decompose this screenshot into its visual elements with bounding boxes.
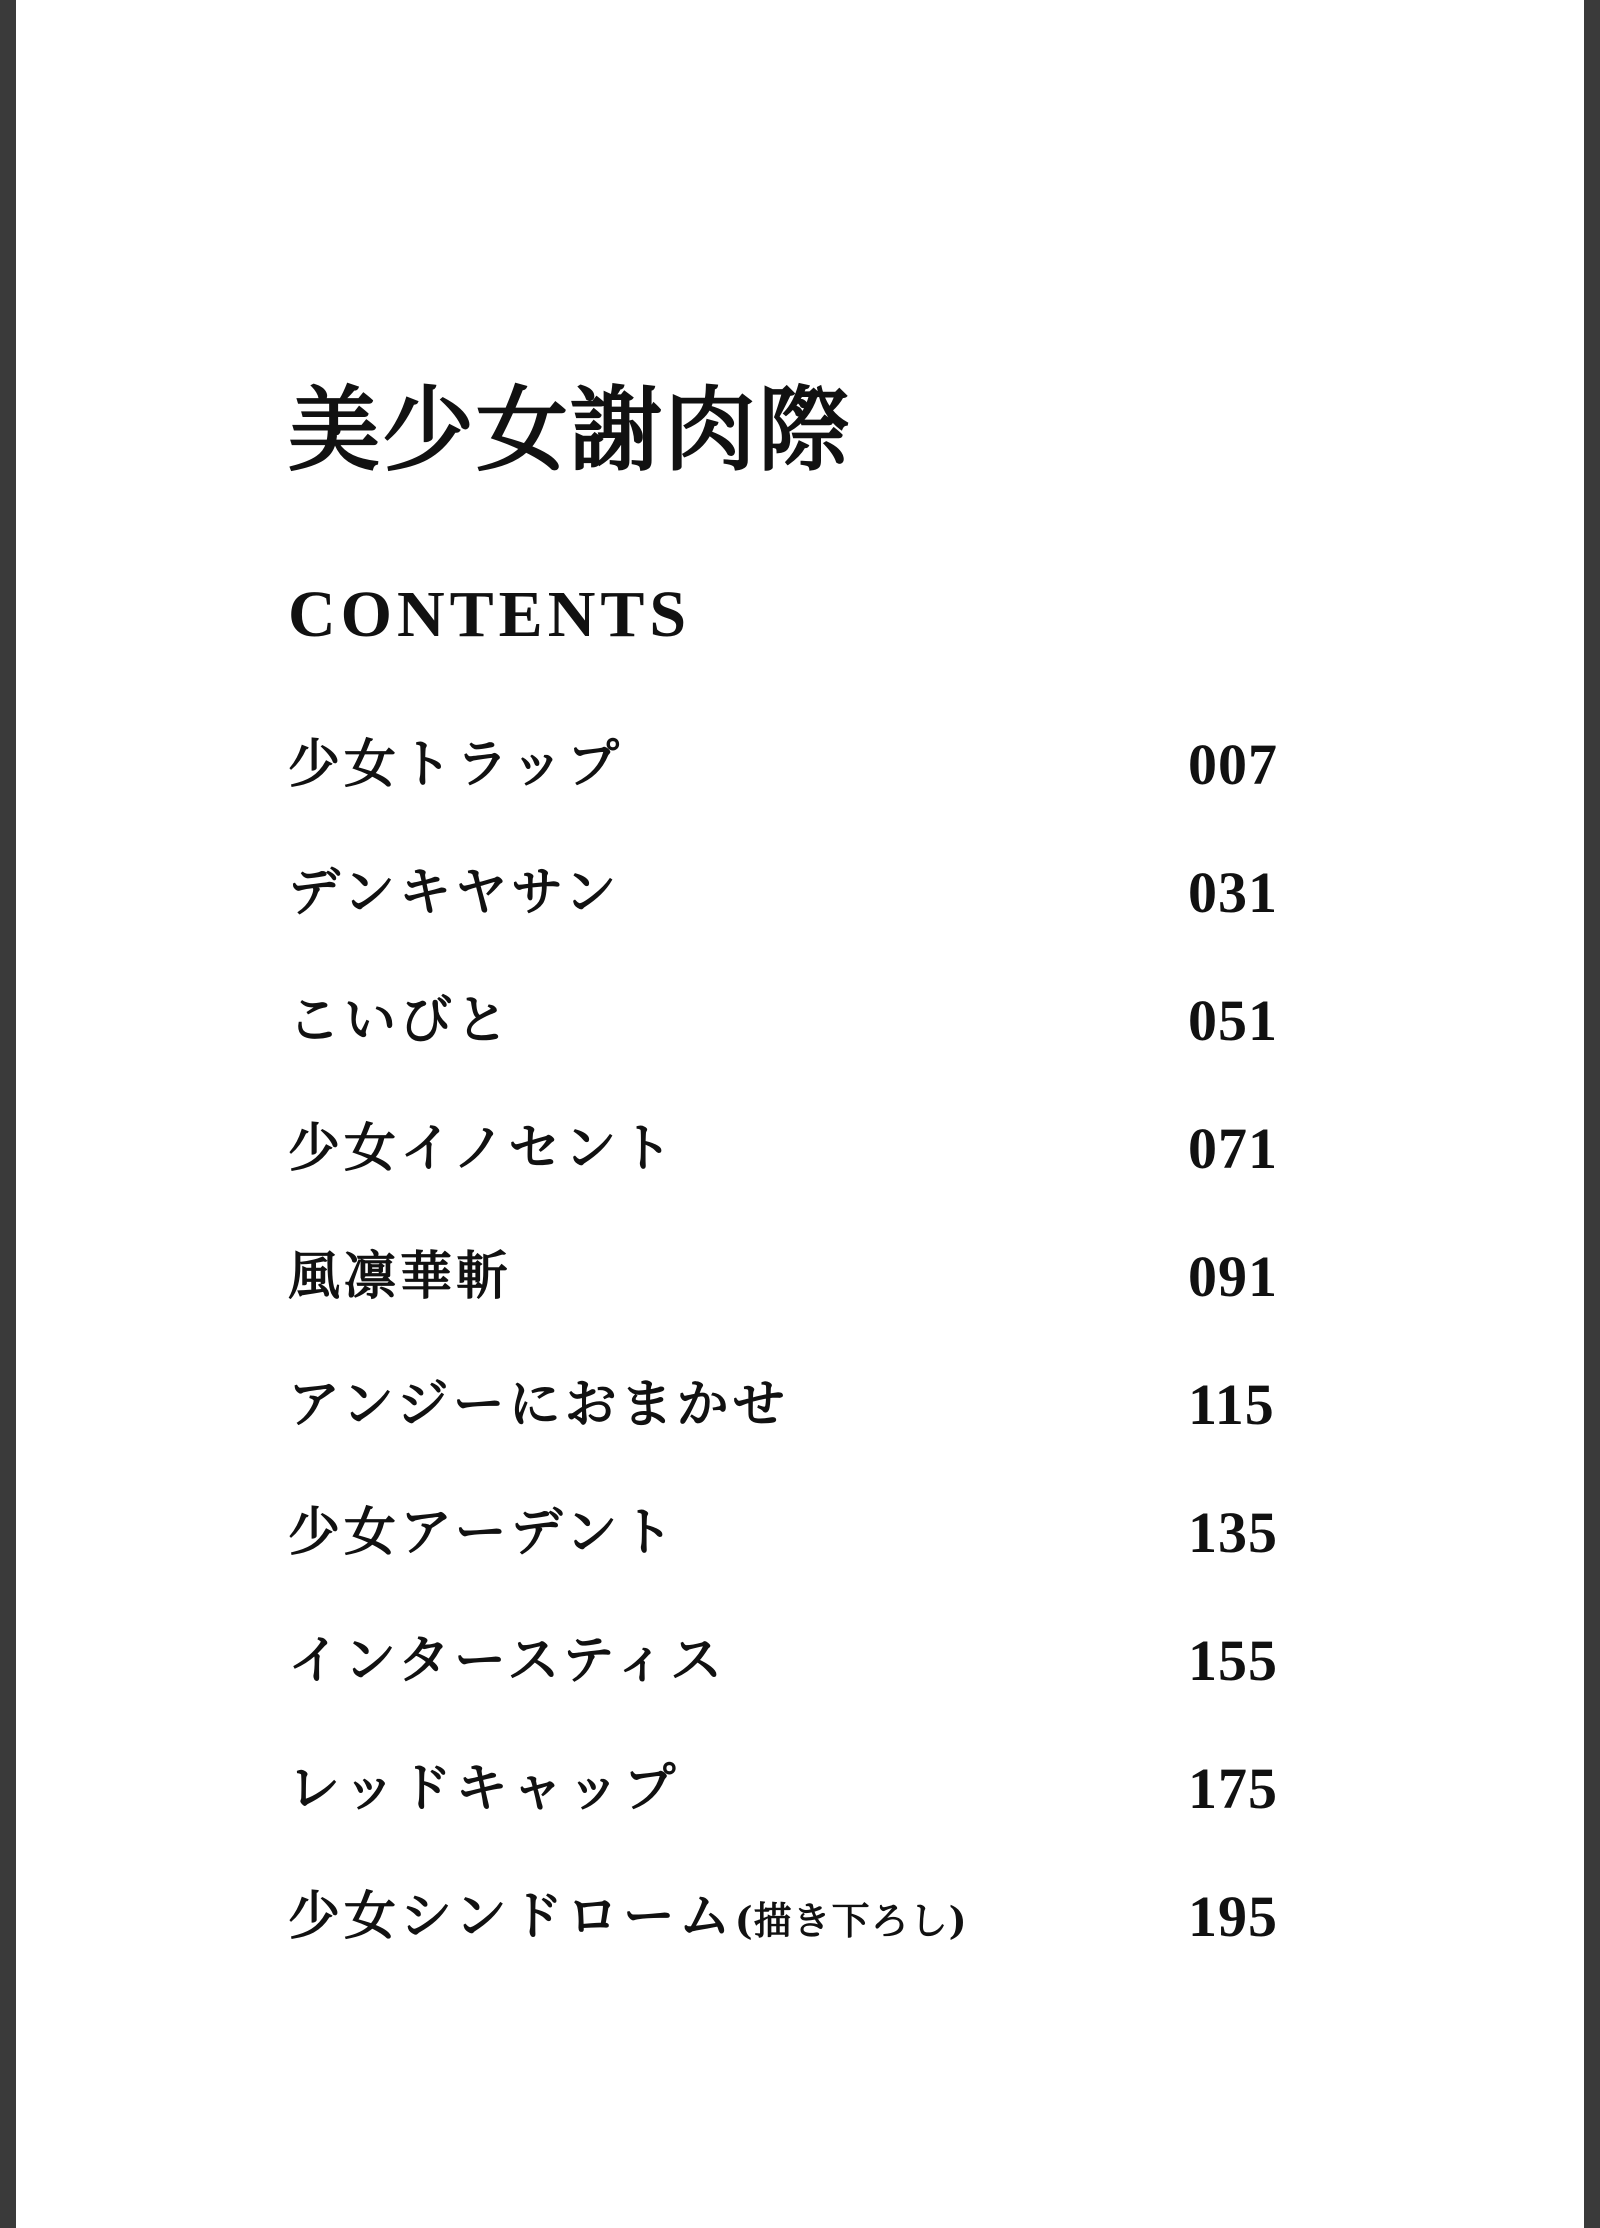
toc-entry-title-text: 少女イノセント [288, 1118, 677, 1179]
toc-row [288, 1365, 1288, 1493]
toc-row [288, 1109, 1288, 1237]
toc-entry-title [288, 853, 620, 933]
toc-entry-title-text: デンキヤサン [288, 862, 621, 923]
toc-entry-title [288, 1877, 968, 1961]
contents-heading: CONTENTS [288, 578, 692, 651]
toc-entry-page: 071 [1188, 1116, 1278, 1181]
toc-row [288, 1493, 1288, 1621]
toc-row [288, 1749, 1288, 1877]
toc-entry-title [288, 1493, 677, 1573]
toc-row [288, 1237, 1288, 1365]
toc-row [288, 1877, 1288, 2005]
book-title: 美少女謝肉際 [288, 376, 853, 484]
toc-entry-title-text: インタースティス [288, 1630, 727, 1691]
toc-entry-page: 007 [1188, 732, 1278, 797]
toc-entry-title-text: 少女トラップ [288, 734, 623, 795]
toc-entry-title-text: アンジーにおまかせ [288, 1374, 789, 1435]
toc-row [288, 1621, 1288, 1749]
toc-entry-title-text: 風凛華斬 [288, 1246, 513, 1307]
toc-entry-title-text: こいびと [288, 990, 513, 1051]
toc-row [288, 725, 1288, 853]
toc-entry-page: 051 [1188, 988, 1278, 1053]
toc-entry-title-text: レッドキャップ [288, 1758, 680, 1819]
toc-entry-title [288, 1749, 679, 1829]
contents-page [16, 0, 1584, 2228]
toc-entry-note: (描き下ろし) [734, 1898, 968, 1943]
toc-entry-page: 031 [1188, 860, 1278, 925]
toc-entry-page: 115 [1188, 1372, 1275, 1437]
table-of-contents [288, 725, 1288, 2005]
toc-entry-title-text: 少女アーデント [288, 1502, 678, 1563]
toc-entry-page: 155 [1188, 1628, 1278, 1693]
toc-entry-title [288, 1365, 789, 1445]
toc-entry-title [288, 1109, 676, 1189]
toc-entry-page: 091 [1188, 1244, 1278, 1309]
toc-entry-title [288, 1237, 512, 1317]
toc-entry-title-text: 少女シンドローム [288, 1886, 735, 1947]
toc-entry-title [288, 981, 512, 1061]
toc-entry-title [288, 725, 623, 805]
toc-row [288, 853, 1288, 981]
toc-entry-page: 135 [1188, 1500, 1278, 1565]
toc-entry-title [288, 1621, 726, 1701]
toc-entry-page: 195 [1188, 1884, 1278, 1949]
toc-entry-page: 175 [1188, 1756, 1278, 1821]
toc-row [288, 981, 1288, 1109]
